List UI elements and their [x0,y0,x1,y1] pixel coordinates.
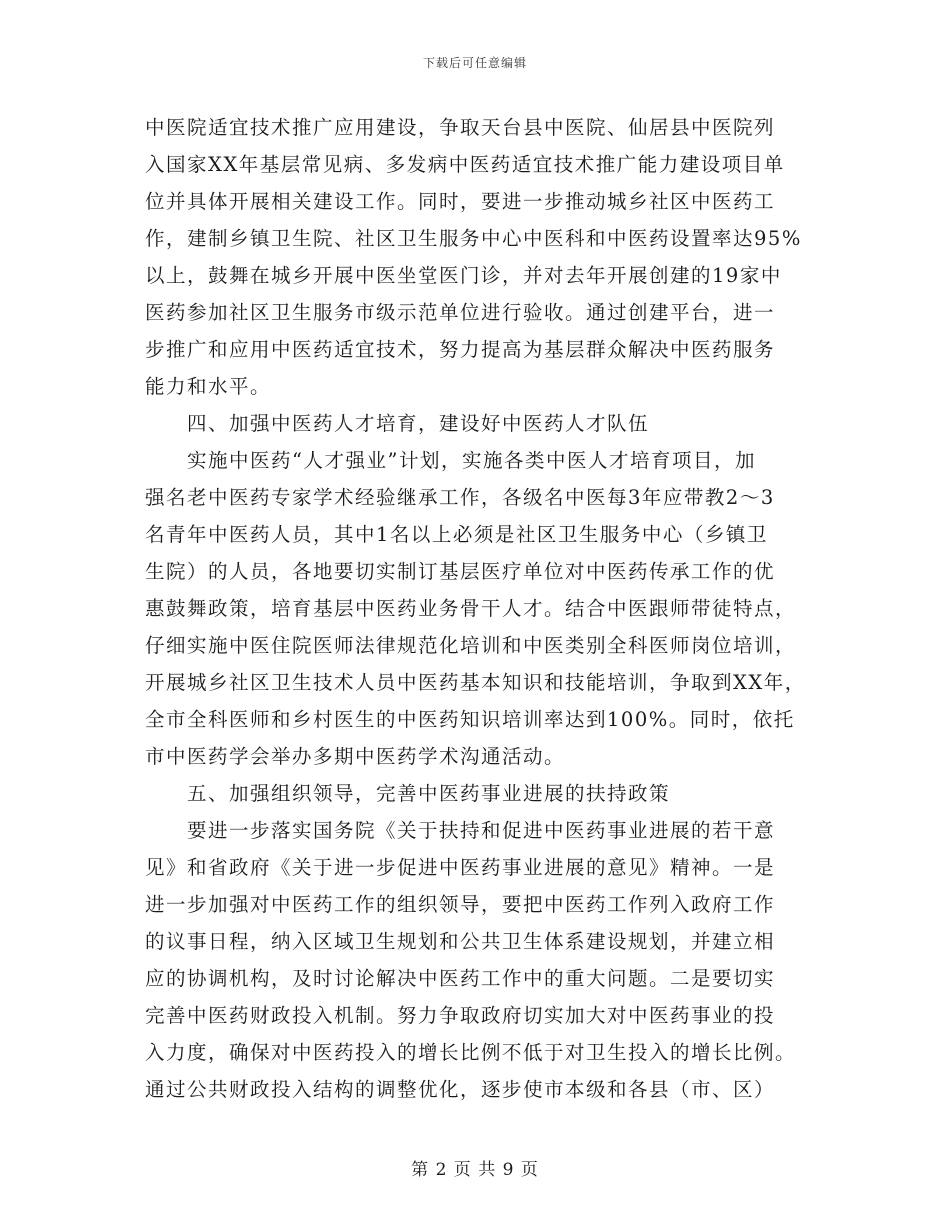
body-line: 中医院适宜技术推广应用建设，争取天台县中医院、仙居县中医院列 [145,116,776,139]
body-line: 位并具体开展相关建设工作。同时，要进一步推动城乡社区中医药工 [145,190,776,213]
body-line: 名青年中医药人员，其中1名以上必须是社区卫生服务中心（乡镇卫 [145,523,768,546]
body-line: 进一步加强对中医药工作的组织领导，要把中医药工作列入政府工作 [145,893,776,916]
body-line: 作，建制乡镇卫生院、社区卫生服务中心中医科和中医药设置率达95% [145,227,802,250]
body-line: 强名老中医药专家学术经验继承工作，各级名中医每3年应带教2～3 [145,486,775,509]
page-header-note: 下载后可任意编辑 [422,56,527,70]
body-line: 生院）的人员，各地要切实制订基层医疗单位对中医药传承工作的优 [145,560,776,583]
page-number-footer: 第 2 页 共 9 页 [411,1160,539,1180]
section-heading: 五、加强组织领导，完善中医药事业进展的扶持政策 [187,782,671,805]
body-line: 以上，鼓舞在城乡开展中医坐堂医门诊，并对去年开展创建的19家中 [145,264,782,287]
body-line: 医药参加社区卫生服务市级示范单位进行验收。通过创建平台，进一 [145,301,776,324]
body-line: 惠鼓舞政策，培育基层中医药业务骨干人才。结合中医跟师带徒特点， [145,597,797,620]
body-line: 见》和省政府《关于进一步促进中医药事业进展的意见》精神。一是 [145,856,776,879]
body-line: 通过公共财政投入结构的调整优化，逐步使市本级和各县（市、区） [145,1078,776,1101]
body-line: 入国家XX年基层常见病、多发病中医药适宜技术推广能力建设项目单 [145,153,785,176]
body-line: 入力度，确保对中医药投入的增长比例不低于对卫生投入的增长比例。 [145,1041,797,1064]
body-line: 仔细实施中医住院医师法律规范化培训和中医类别全科医师岗位培训， [145,634,797,657]
body-line: 能力和水平。 [145,375,272,398]
body-line: 的议事日程，纳入区域卫生规划和公共卫生体系建设规划，并建立相 [145,930,776,953]
body-line: 全市全科医师和乡村医生的中医药知识培训率达到100%。同时，依托 [145,708,795,731]
section-heading: 四、加强中医药人才培育，建设好中医药人才队伍 [187,412,650,435]
body-line: 要进一步落实国务院《关于扶持和促进中医药事业进展的若干意 [187,819,776,842]
body-line: 完善中医药财政投入机制。努力争取政府切实加大对中医药事业的投 [145,1004,776,1027]
body-line: 应的协调机构，及时讨论解决中医药工作中的重大问题。二是要切实 [145,967,776,990]
body-line: 实施中医药“人才强业”计划，实施各类中医人才培育项目，加 [187,449,756,472]
body-line: 步推广和应用中医药适宜技术，努力提高为基层群众解决中医药服务 [145,338,776,361]
body-line: 市中医药学会举办多期中医药学术沟通活动。 [145,745,566,768]
body-line: 开展城乡社区卫生技术人员中医药基本知识和技能培训，争取到XX年， [145,671,806,694]
